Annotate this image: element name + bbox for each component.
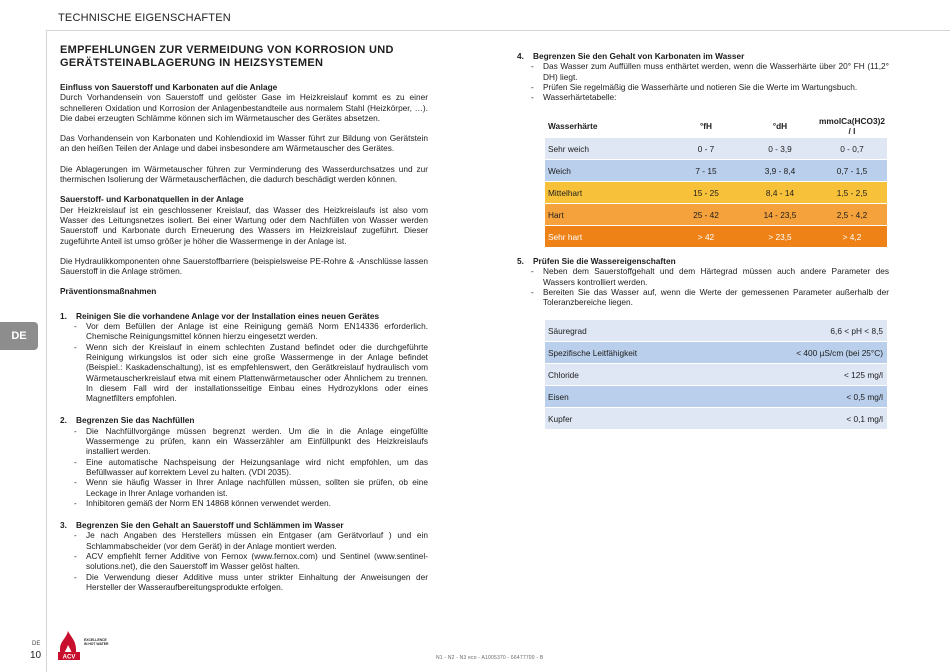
item-number: 1. xyxy=(60,310,67,321)
table-cell: Hart xyxy=(545,204,669,226)
numbered-item-2 xyxy=(60,415,428,508)
list-item: - Vor dem Befüllen der Anlage ist eine Reinigung gemäß Norm EN14336 erforderlich. Chemische Reinigungsmittel können hierzu eingesetzt werden. xyxy=(74,321,428,342)
numbered-item-1 xyxy=(60,311,428,404)
item-title: Begrenzen Sie den Gehalt an Sauerstoff und Schlämmen im Wasser xyxy=(76,520,344,531)
paragraph: Die Hydraulikkomponenten ohne Sauerstoffbarriere (beispielsweise PE-Rohre & -Anschlüsse lassen Sauerstoff in die Anlage strömen. xyxy=(60,255,428,277)
table-row xyxy=(545,386,887,408)
paragraph: Der Heizkreislauf ist ein geschlossener Kreislauf, das Wasser des Heizkreislaufs ist also vom Wasser des Leitungsnetzes isoliert. Bei einer Wartung oder dem Nachfüllen von Wasser werden Sauerstoff und Karbonate durch Erneuerung des Wassers im Heizkreislauf zugeführt. Dieser zugeführte Anteil ist umso größer je höher die Wassermenge in der Anlage ist. xyxy=(60,204,428,246)
table-cell: > 42 xyxy=(669,226,743,248)
list-item: - Bereiten Sie das Wasser auf, wenn die Werte der gemessenen Parameter außerhalb der Toleranzbereiche liegen. xyxy=(531,287,889,308)
item-title: Begrenzen Sie das Nachfüllen xyxy=(76,415,195,426)
section-title-line1: EMPFEHLUNGEN ZUR VERMEIDUNG VON KORROSION UND xyxy=(60,44,394,56)
left-margin-rule xyxy=(46,30,47,672)
item-title: Begrenzen Sie den Gehalt von Karbonaten im Wasser xyxy=(533,51,745,61)
table-cell: 2,5 - 4,2 xyxy=(817,204,887,226)
table-cell: 8,4 - 14 xyxy=(743,182,817,204)
parameter-name: Eisen xyxy=(545,386,717,408)
subheading-prevention: Präventionsmaßnahmen xyxy=(60,286,157,297)
paragraph: Die Ablagerungen im Wärmetauscher führen zur Verminderung des Wasserdurchsatzes und zur thermischen Isolierung der Wärmetauscherflächen, die dadurch beschädigt werden können. xyxy=(60,163,428,185)
table-row xyxy=(545,342,887,364)
logo-tagline-2: IN HOT WATER xyxy=(84,642,109,646)
acv-logo xyxy=(56,627,126,661)
table-cell: 25 - 42 xyxy=(669,204,743,226)
list-item: - Je nach Angaben des Herstellers müssen ein Entgaser (am Gerätvorlauf ) und ein Schlammabscheider (vor dem Gerät) in der Anlage montiert werden. xyxy=(74,530,428,551)
page-number: 10 xyxy=(30,650,42,661)
water-parameters-table xyxy=(545,319,887,429)
table-cell: Weich xyxy=(545,160,669,182)
list-item: - Wasserhärtetabelle: xyxy=(531,92,889,102)
column-header: °dH xyxy=(772,121,788,131)
table-cell: 14 - 23,5 xyxy=(743,204,817,226)
paragraph: Das Vorhandensein von Karbonaten und Kohlendioxid im Wasser führt zur Bildung von Gerätstein an den heißen Teilen der Anlage und dabei insbesondere am Wärmetauscher des Gerätes. xyxy=(60,133,428,154)
parameter-value: < 125 mg/l xyxy=(717,364,887,386)
page-header-title: TECHNISCHE EIGENSCHAFTEN xyxy=(58,12,231,24)
header-divider xyxy=(46,30,950,31)
column-header: mmolCa(HCO3)2 / l xyxy=(819,116,885,136)
parameter-name: Kupfer xyxy=(545,408,717,430)
table-cell: 15 - 25 xyxy=(669,182,743,204)
table-cell: Mittelhart xyxy=(545,182,669,204)
list-item: - Inhibitoren gemäß der Norm EN 14868 können verwendet werden. xyxy=(74,498,428,508)
parameter-name: Säuregrad xyxy=(545,320,717,342)
list-item: - Die Verwendung dieser Additive muss unter strikter Einhaltung der Anweisungen der Hersteller der Wasseraufbereitungsprodukte erfolgen. xyxy=(74,572,428,593)
parameter-name: Chloride xyxy=(545,364,717,386)
table-cell: 0,7 - 1,5 xyxy=(817,160,887,182)
table-row xyxy=(545,204,887,226)
logo-tagline-1: EXCELLENCE xyxy=(84,638,107,642)
parameter-value: < 400 µS/cm (bei 25°C) xyxy=(717,342,887,364)
table-row xyxy=(545,160,887,182)
numbered-item-4 xyxy=(517,51,889,102)
table-header-row xyxy=(545,115,887,138)
parameter-value: 6,6 < pH < 8,5 xyxy=(717,320,887,342)
table-cell: > 4,2 xyxy=(817,226,887,248)
item-number: 5. xyxy=(517,256,524,266)
numbered-item-3 xyxy=(60,520,428,592)
item-title: Reinigen Sie die vorhandene Anlage vor der Installation eines neuen Gerätes xyxy=(76,310,380,321)
section-title-line2: GERÄTSTEINABLAGERUNG IN HEIZSYSTEMEN xyxy=(60,57,324,69)
item-number: 4. xyxy=(517,51,524,61)
item-number: 2. xyxy=(60,415,67,426)
table-row xyxy=(545,138,887,160)
table-cell: 0 - 7 xyxy=(669,138,743,160)
table-cell: Sehr weich xyxy=(545,138,669,160)
table-row xyxy=(545,320,887,342)
table-cell: 0 - 0,7 xyxy=(817,138,887,160)
section-title xyxy=(60,44,428,70)
table-cell: Sehr hart xyxy=(545,226,669,248)
list-item: - Wenn sie häufig Wasser in Ihrer Anlage nachfüllen müssen, sollten sie prüfen, ob eine Leckage in Ihrer Anlage vorhanden ist. xyxy=(74,477,428,498)
list-item: - Eine automatische Nachspeisung der Heizungsanlage wird nicht empfohlen, um das Befüllwasser auf korrektem Level zu halten. (VDI 2035). xyxy=(74,457,428,478)
list-item: - Das Wasser zum Auffüllen muss enthärtet werden, wenn die Wasserhärte über 20° FH (11,2° DH) liegt. xyxy=(531,61,889,82)
table-cell: > 23,5 xyxy=(743,226,817,248)
table-cell: 3,9 - 8,4 xyxy=(743,160,817,182)
table-cell: 0 - 3,9 xyxy=(743,138,817,160)
list-item: - Neben dem Sauerstoffgehalt und dem Härtegrad müssen auch andere Parameter des Wassers kontrolliert werden. xyxy=(531,266,889,287)
item-title: Prüfen Sie die Wassereigenschaften xyxy=(533,256,676,266)
list-item: - ACV empfiehlt ferner Additive von Fernox (www.fernox.com) und Sentinel (www.sentinel-solutions.net), die den Sauerstoff im Wasser gelöst halten. xyxy=(74,551,428,572)
list-item: - Prüfen Sie regelmäßig die Wasserhärte und notieren Sie die Werte im Wartungsbuch. xyxy=(531,82,889,92)
table-row xyxy=(545,226,887,248)
table-row xyxy=(545,182,887,204)
parameter-value: < 0,1 mg/l xyxy=(717,408,887,430)
column-header: °fH xyxy=(699,121,713,131)
document-reference: N1 - N2 - N3 eco - A1005370 - 66477700 - B xyxy=(436,655,544,661)
list-item: - Wenn sich der Kreislauf in einem schlechten Zustand befindet oder die durchgeführte Reinigung wirkungslos ist oder sich eine große Wassermenge in der Anlage befindet (Beispiel.: Kaskadenschaltung), ist es empfehlenswert, den Gerätkreislauf hydraulisch vom Wärmetauscherkreislauf etwa mit einem Plattenwärmetauscher oder Ähnlichem zu trennen. In diesem Fall wird der installationsseitige Einbau eines Hydrozyklons oder eines Magnetfilters empfohlen. xyxy=(74,342,428,404)
parameter-name: Spezifische Leitfähigkeit xyxy=(545,342,717,364)
logo-brand: ACV xyxy=(62,654,76,661)
parameter-value: < 0,5 mg/l xyxy=(717,386,887,408)
subheading-influence: Einfluss von Sauerstoff und Karbonaten auf die Anlage xyxy=(60,82,278,92)
language-tab: DE xyxy=(0,322,38,350)
item-number: 3. xyxy=(60,520,67,531)
left-column xyxy=(60,44,428,602)
table-cell: 1,5 - 2,5 xyxy=(817,182,887,204)
paragraph: Durch Vorhandensein von Sauerstoff und gelöster Gase im Heizkreislauf kommt es zu einer schnelleren Oxidation und Korrosion der Anlagenbestandteile aus normalem Stahl (Heizkörper, …). Die dabei erzeugten Schlämme können sich im Wärmetauscher des Gerätes absetzen. xyxy=(60,92,428,123)
water-hardness-table xyxy=(545,115,887,247)
footer-language: DE xyxy=(32,641,41,647)
numbered-item-5 xyxy=(517,256,889,307)
table-cell: 7 - 15 xyxy=(669,160,743,182)
list-item: - Die Nachfüllvorgänge müssen begrenzt werden. Um die in die Anlage eingefüllte Wassermenge zu prüfen, kann ein Wasserzähler am Einfüllpunkt des Heizkreislaufs installiert werden. xyxy=(74,426,428,457)
subheading-sources: Sauerstoff- und Karbonatquellen in der Anlage xyxy=(60,194,244,205)
column-header: Wasserhärte xyxy=(548,121,598,131)
table-row xyxy=(545,364,887,386)
table-row xyxy=(545,408,887,430)
